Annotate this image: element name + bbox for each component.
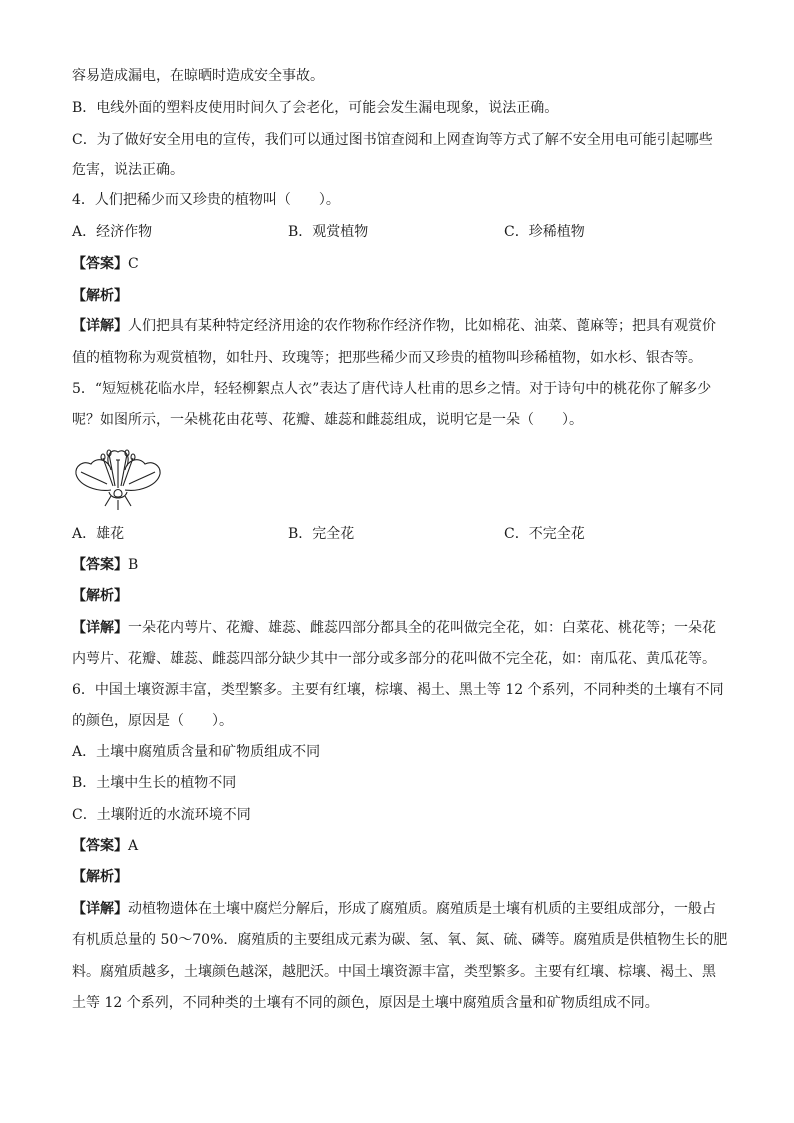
answer-value: A (128, 838, 139, 854)
option-b: B．土壤中生长的植物不同 (72, 775, 237, 791)
peach-flower-diagram (73, 446, 163, 512)
analysis-tag (72, 586, 732, 606)
text-line: B．电线外面的塑料皮使用时间久了会老化，可能会发生漏电现象，说法正确。 (72, 100, 559, 116)
answer-value: C (128, 256, 139, 272)
text-line: 容易造成漏电，在晾晒时造成安全事故。 (72, 68, 324, 84)
detail-line (72, 316, 732, 336)
option-b: B．完全花 (288, 526, 355, 542)
detail-line (72, 899, 732, 919)
detail-line: 内萼片、花瓣、雄蕊、雌蕊四部分缺少其中一部分或多部分的花叫做不完全花，如：南瓜花、黄瓜花等。 (72, 651, 716, 667)
option-a: A．雄花 (72, 526, 125, 542)
analysis-tag (72, 286, 732, 306)
detail-tag: 【详解】 (72, 318, 128, 334)
question-5-stem: 5．“短短桃花临水岸，轻轻柳絮点人衣”表达了唐代诗人杜甫的思乡之情。对于诗句中的桃花你了解多少 (72, 381, 712, 397)
question-6-stem: 的颜色，原因是（ ）。 (72, 713, 233, 729)
answer-line (72, 254, 732, 274)
detail-line: 值的植物称为观赏植物，如牡丹、玫瑰等；把那些稀少而又珍贵的植物叫珍稀植物，如水杉、银杏等。 (72, 350, 702, 366)
detail-text: 动植物遗体在土壤中腐烂分解后，形成了腐殖质。腐殖质是土壤有机质的主要组成部分，一般占 (128, 901, 716, 917)
detail-line: 有机质总量的 50～70%．腐殖质的主要组成元素为碳、氢、氧、氮、硫、磷等。腐殖质是供植物生长的肥 (72, 932, 728, 948)
detail-tag: 【详解】 (72, 901, 128, 917)
detail-text: 人们把具有某种特定经济用途的农作物称作经济作物，比如棉花、油菜、蓖麻等；把具有观赏价 (128, 318, 716, 334)
option-b: B．观赏植物 (288, 224, 369, 240)
answer-line (72, 555, 732, 575)
detail-tag: 【详解】 (72, 620, 128, 636)
option-a: A．土壤中腐殖质含量和矿物质组成不同 (72, 744, 321, 760)
answer-tag: 【答案】 (72, 838, 128, 854)
option-c: C．土壤附近的水流环境不同 (72, 807, 251, 823)
analysis-label: 【解析】 (72, 869, 128, 885)
answer-tag: 【答案】 (72, 256, 128, 272)
answer-line (72, 836, 732, 856)
detail-text: 一朵花内萼片、花瓣、雄蕊、雌蕊四部分都具全的花叫做完全花，如：白菜花、桃花等；一朵花 (128, 620, 716, 636)
question-5-stem: 呢？如图所示，一朵桃花由花萼、花瓣、雄蕊和雌蕊组成，说明它是一朵（ ）。 (72, 412, 583, 428)
question-6-stem: 6．中国土壤资源丰富，类型繁多。主要有红壤，棕壤、褐土、黑土等 12 个系列，不同种类的土壤有不同 (72, 682, 724, 698)
detail-line (72, 618, 732, 638)
option-c: C．珍稀植物 (504, 224, 585, 240)
detail-line: 土等 12 个系列，不同种类的土壤有不同的颜色，原因是土壤中腐殖质含量和矿物质组成不同。 (72, 995, 659, 1011)
answer-value: B (128, 557, 139, 573)
text-line: C．为了做好安全用电的宣传，我们可以通过图书馆查阅和上网查询等方式了解不安全用电可能引起哪些 (72, 132, 713, 148)
text-line: 危害，说法正确。 (72, 162, 184, 178)
analysis-label: 【解析】 (72, 588, 128, 604)
question-4-options (72, 222, 732, 242)
answer-tag: 【答案】 (72, 557, 128, 573)
option-a: A．经济作物 (72, 224, 153, 240)
detail-line: 料。腐殖质越多，土壤颜色越深，越肥沃。中国土壤资源丰富，类型繁多。主要有红壤、棕壤、褐土、黑 (72, 964, 716, 980)
analysis-label: 【解析】 (72, 288, 128, 304)
analysis-tag (72, 867, 732, 887)
question-5-options (72, 524, 732, 544)
option-c: C．不完全花 (504, 526, 585, 542)
question-4-stem: 4．人们把稀少而又珍贵的植物叫（ ）。 (72, 192, 340, 208)
